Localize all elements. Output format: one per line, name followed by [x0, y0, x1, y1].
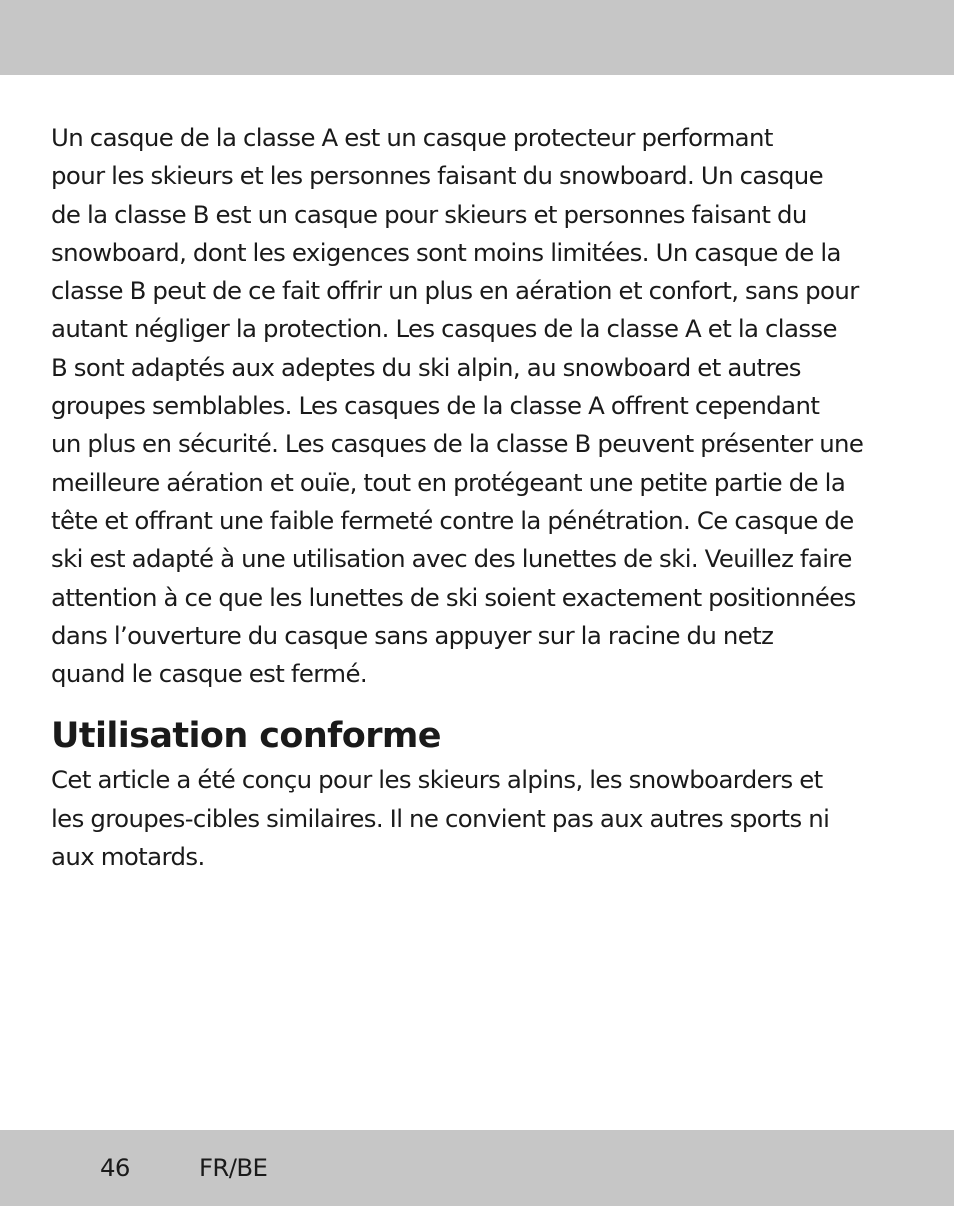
intro-paragraph: Un casque de la classe A est un casque protecteur performant pour les skieurs et les personnes faisant du snowboard. Un casque de la classe B est un casque pour skieurs et personnes faisant du snowboard, dont les exigences sont moins limitées. Un casque de la classe B peut de ce fait offrir un plus en aération et confort, sans pour autant négliger la protection. Les casques de la classe A et la classe B sont adaptés aux adeptes du ski alpin, au snowboard et autres groupes semblables. Les casques de la classe A offrent cependant un plus en sécurité. Les casques de la classe B peuvent présenter une meilleure aération et ouïe, tout en protégeant une petite partie de la tête et offrant une faible fermeté contre la pénétration. Ce casque de ski est adapté à une utilisation avec des lunettes de ski. Veuillez faire attention à ce que les lunettes de ski soient exactement positionnées dans l’ouverture du casque sans appuyer sur la racine du netz quand le casque est fermé. — [51, 123, 864, 689]
locale-code: FR/BE — [199, 1153, 268, 1182]
section-paragraph: Cet article a été conçu pour les skieurs alpins, les snowboarders et les groupes-cibles similaires. Il ne convient pas aux autres sports ni aux motards. — [51, 765, 830, 872]
footer-band — [0, 1130, 954, 1206]
page-content — [51, 119, 911, 876]
header-band — [0, 0, 954, 75]
page-number: 46 — [100, 1153, 130, 1182]
section-heading: Utilisation conforme — [51, 716, 441, 757]
